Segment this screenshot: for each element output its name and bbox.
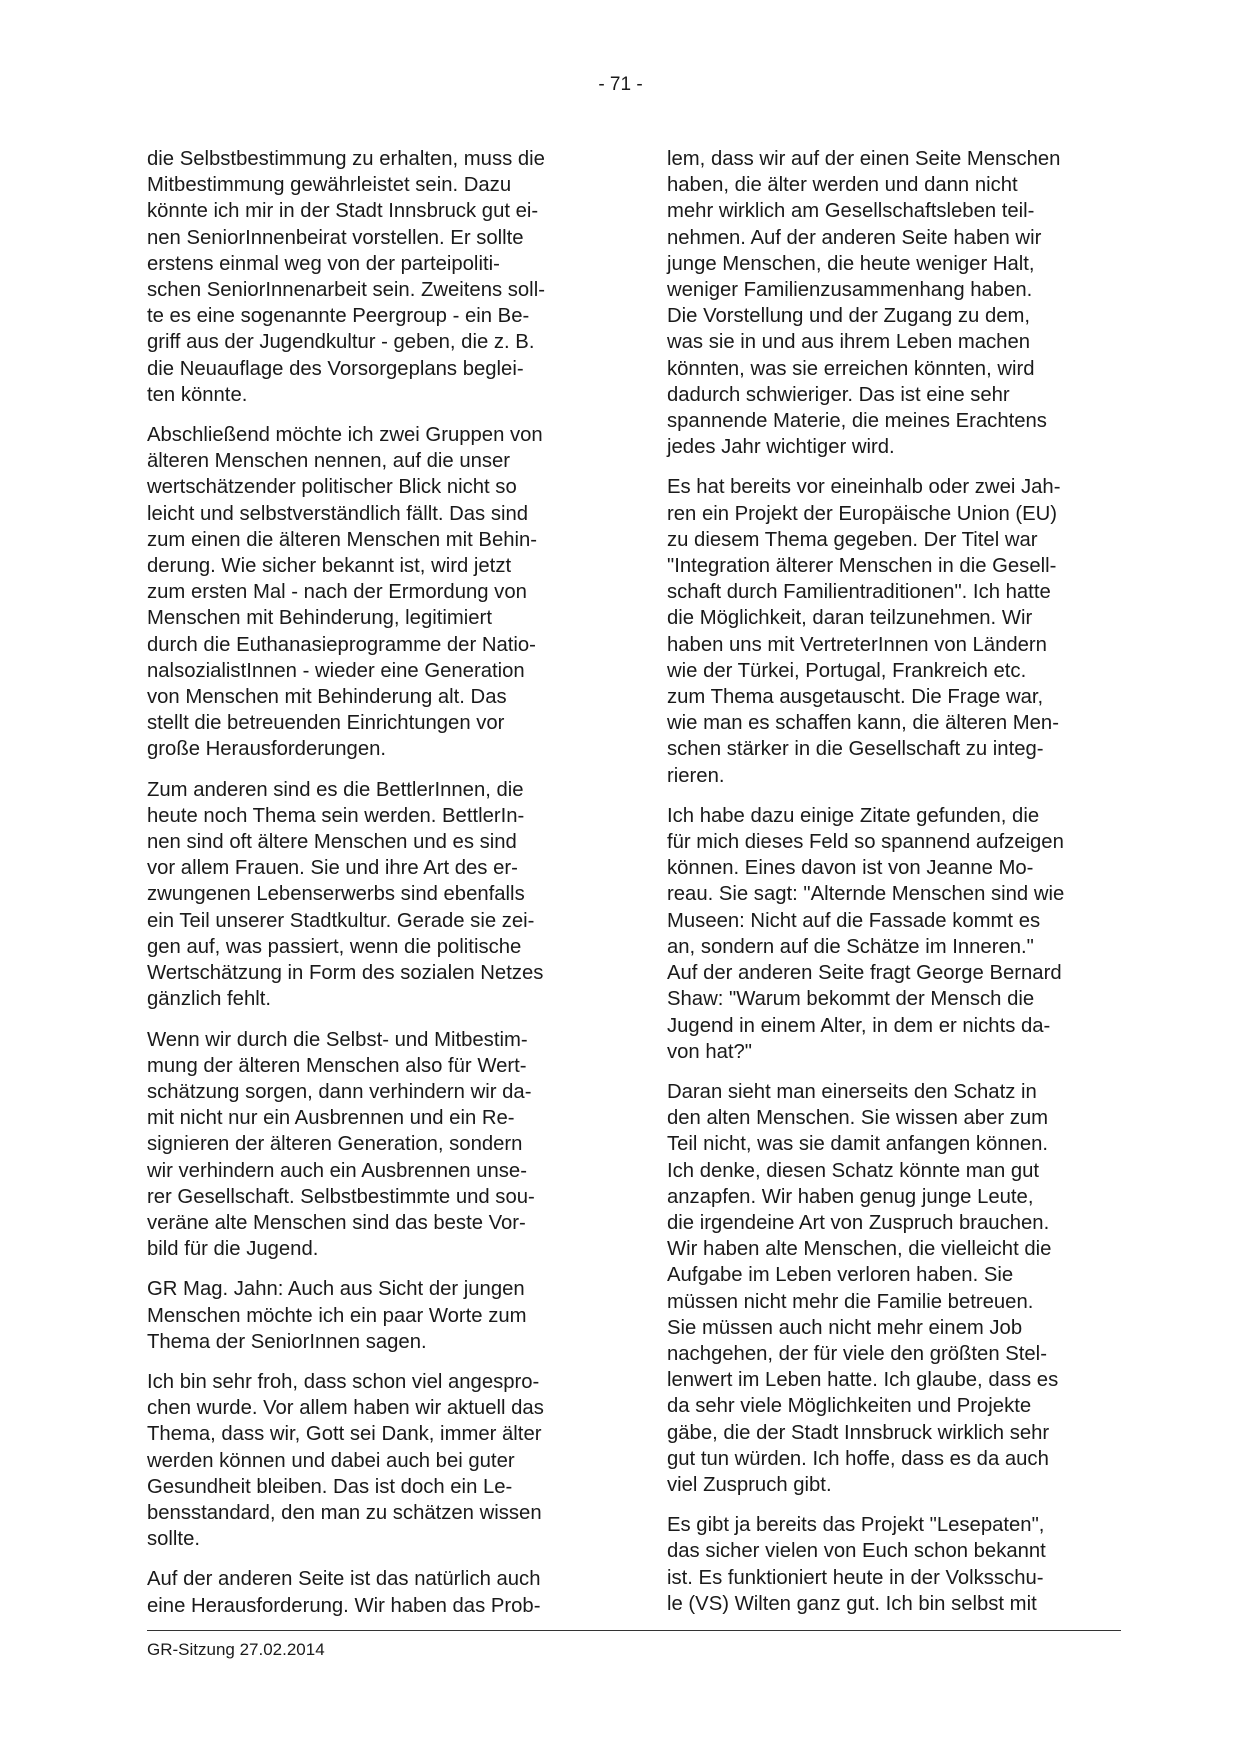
paragraph: Es gibt ja bereits das Projekt "Lesepaten", das sicher vielen von Euch schon bekannt ist. Es funktioniert heute in der Volksschu- le (VS) Wilten ganz gut. Ich bin selbst mit (667, 1514, 1046, 1615)
paragraph: Auf der anderen Seite ist das natürlich auch eine Herausforderung. Wir haben das Prob- (147, 1568, 541, 1617)
paragraph: Wenn wir durch die Selbst- und Mitbestim- mung der älteren Menschen also für Wert- schätzung sorgen, dann verhindern wir da- mit nicht nur ein Ausbrennen und ein Re- signieren der älteren Generation, sondern wir verhindern auch ein Ausbrennen unse- rer Gesellschaft. Selbstbestimmte und sou- veräne alte Menschen sind das beste Vor- bild für die Jugend. (147, 1028, 535, 1261)
paragraph: Es hat bereits vor eineinhalb oder zwei Jah- ren ein Projekt der Europäische Union (EU) zu diesem Thema gegeben. Der Titel war "Integration älterer Menschen in die Gesell- schaft durch Familientraditionen". Ich hatte die Möglichkeit, daran teilzunehmen. Wir haben uns mit VertreterInnen von Ländern wie der Türkei, Portugal, Frankreich etc. zum Thema ausgetauscht. Die Frage war, wie man es schaffen kann, die älteren Men- schen stärker in die Gesellschaft zu integ- rieren. (667, 476, 1061, 787)
paragraph: die Selbstbestimmung zu erhalten, muss die Mitbestimmung gewährleistet sein. Dazu könnte ich mir in der Stadt Innsbruck gut ei- nen SeniorInnenbeirat vorstellen. Er sollte erstens einmal weg von der parteipoliti- schen SeniorInnenarbeit sein. Zweitens soll- te es eine sogenannte Peergroup - ein Be- griff aus der Jugendkultur - geben, die z. B. die Neuauflage des Vorsorgeplans beglei- ten könnte. (147, 148, 545, 406)
paragraph: Daran sieht man einerseits den Schatz in den alten Menschen. Sie wissen aber zum Teil nicht, was sie damit anfangen können. Ich denke, diesen Schatz könnte man gut anzapfen. Wir haben genug junge Leute, die irgendeine Art von Zuspruch brauchen. Wir haben alte Menschen, die vielleicht die Aufgabe im Leben verloren haben. Sie müssen nicht mehr die Familie betreuen. Sie müssen auch nicht mehr einem Job nachgehen, der für viele den größten Stel- lenwert im Leben hatte. Ich glaube, dass es da sehr viele Möglichkeiten und Projekte gäbe, die der Stadt Innsbruck wirklich sehr gut tun würden. Ich hoffe, dass es da auch viel Zuspruch gibt. (667, 1080, 1059, 1496)
right-column (667, 146, 1132, 1631)
footer-divider (147, 1630, 1121, 1631)
left-column (147, 146, 612, 1633)
paragraph: Ich habe dazu einige Zitate gefunden, die für mich dieses Feld so spannend aufzeigen können. Eines davon ist von Jeanne Mo- reau. Sie sagt: "Alternde Menschen sind wie Museen: Nicht auf die Fassade kommt es an, sondern auf die Schätze im Inneren." Auf der anderen Seite fragt George Bernard Shaw: "Warum bekommt der Mensch die Jugend in einem Alter, in dem er nichts da- von hat?" (667, 804, 1065, 1063)
paragraph: Abschließend möchte ich zwei Gruppen von älteren Menschen nennen, auf die unser wertschätzender politischer Blick nicht so leicht und selbstverständlich fällt. Das sind zum einen die älteren Menschen mit Behin- derung. Wie sicher bekannt ist, wird jetzt zum ersten Mal - nach der Ermordung von Menschen mit Behinderung, legitimiert durch die Euthanasieprogramme der Natio- nalsozialistInnen - wieder eine Generation von Menschen mit Behinderung alt. Das stellt die betreuenden Einrichtungen vor große Herausforderungen. (147, 424, 543, 761)
paragraph: GR Mag. Jahn: Auch aus Sicht der jungen Menschen möchte ich ein paar Worte zum Thema der SeniorInnen sagen. (147, 1278, 527, 1353)
paragraph: lem, dass wir auf der einen Seite Menschen haben, die älter werden und dann nicht mehr wirklich am Gesellschaftsleben teil- nehmen. Auf der anderen Seite haben wir junge Menschen, die heute weniger Halt, weniger Familienzusammenhang haben. Die Vorstellung und der Zugang zu dem, was sie in und aus ihrem Leben machen könnten, was sie erreichen könnten, wird dadurch schwieriger. Das ist eine sehr spannende Materie, die meines Erachtens jedes Jahr wichtiger wird. (667, 148, 1061, 459)
footer-session-date: GR-Sitzung 27.02.2014 (147, 1640, 325, 1659)
paragraph: Ich bin sehr froh, dass schon viel angespro- chen wurde. Vor allem haben wir aktuell das Thema, dass wir, Gott sei Dank, immer älter werden können und dabei auch bei guter Gesundheit bleiben. Das ist doch ein Le- bensstandard, den man zu schätzen wissen sollte. (147, 1370, 544, 1551)
page-number: - 71 - (598, 74, 643, 95)
paragraph: Zum anderen sind es die BettlerInnen, die heute noch Thema sein werden. BettlerIn- nen sind oft ältere Menschen und es sind vor allem Frauen. Sie und ihre Art des er- zwungenen Lebenserwerbs sind ebenfalls ein Teil unserer Stadtkultur. Gerade sie zei- gen auf, was passiert, wenn die politische Wertschätzung in Form des sozialen Netzes gänzlich fehlt. (147, 778, 544, 1011)
